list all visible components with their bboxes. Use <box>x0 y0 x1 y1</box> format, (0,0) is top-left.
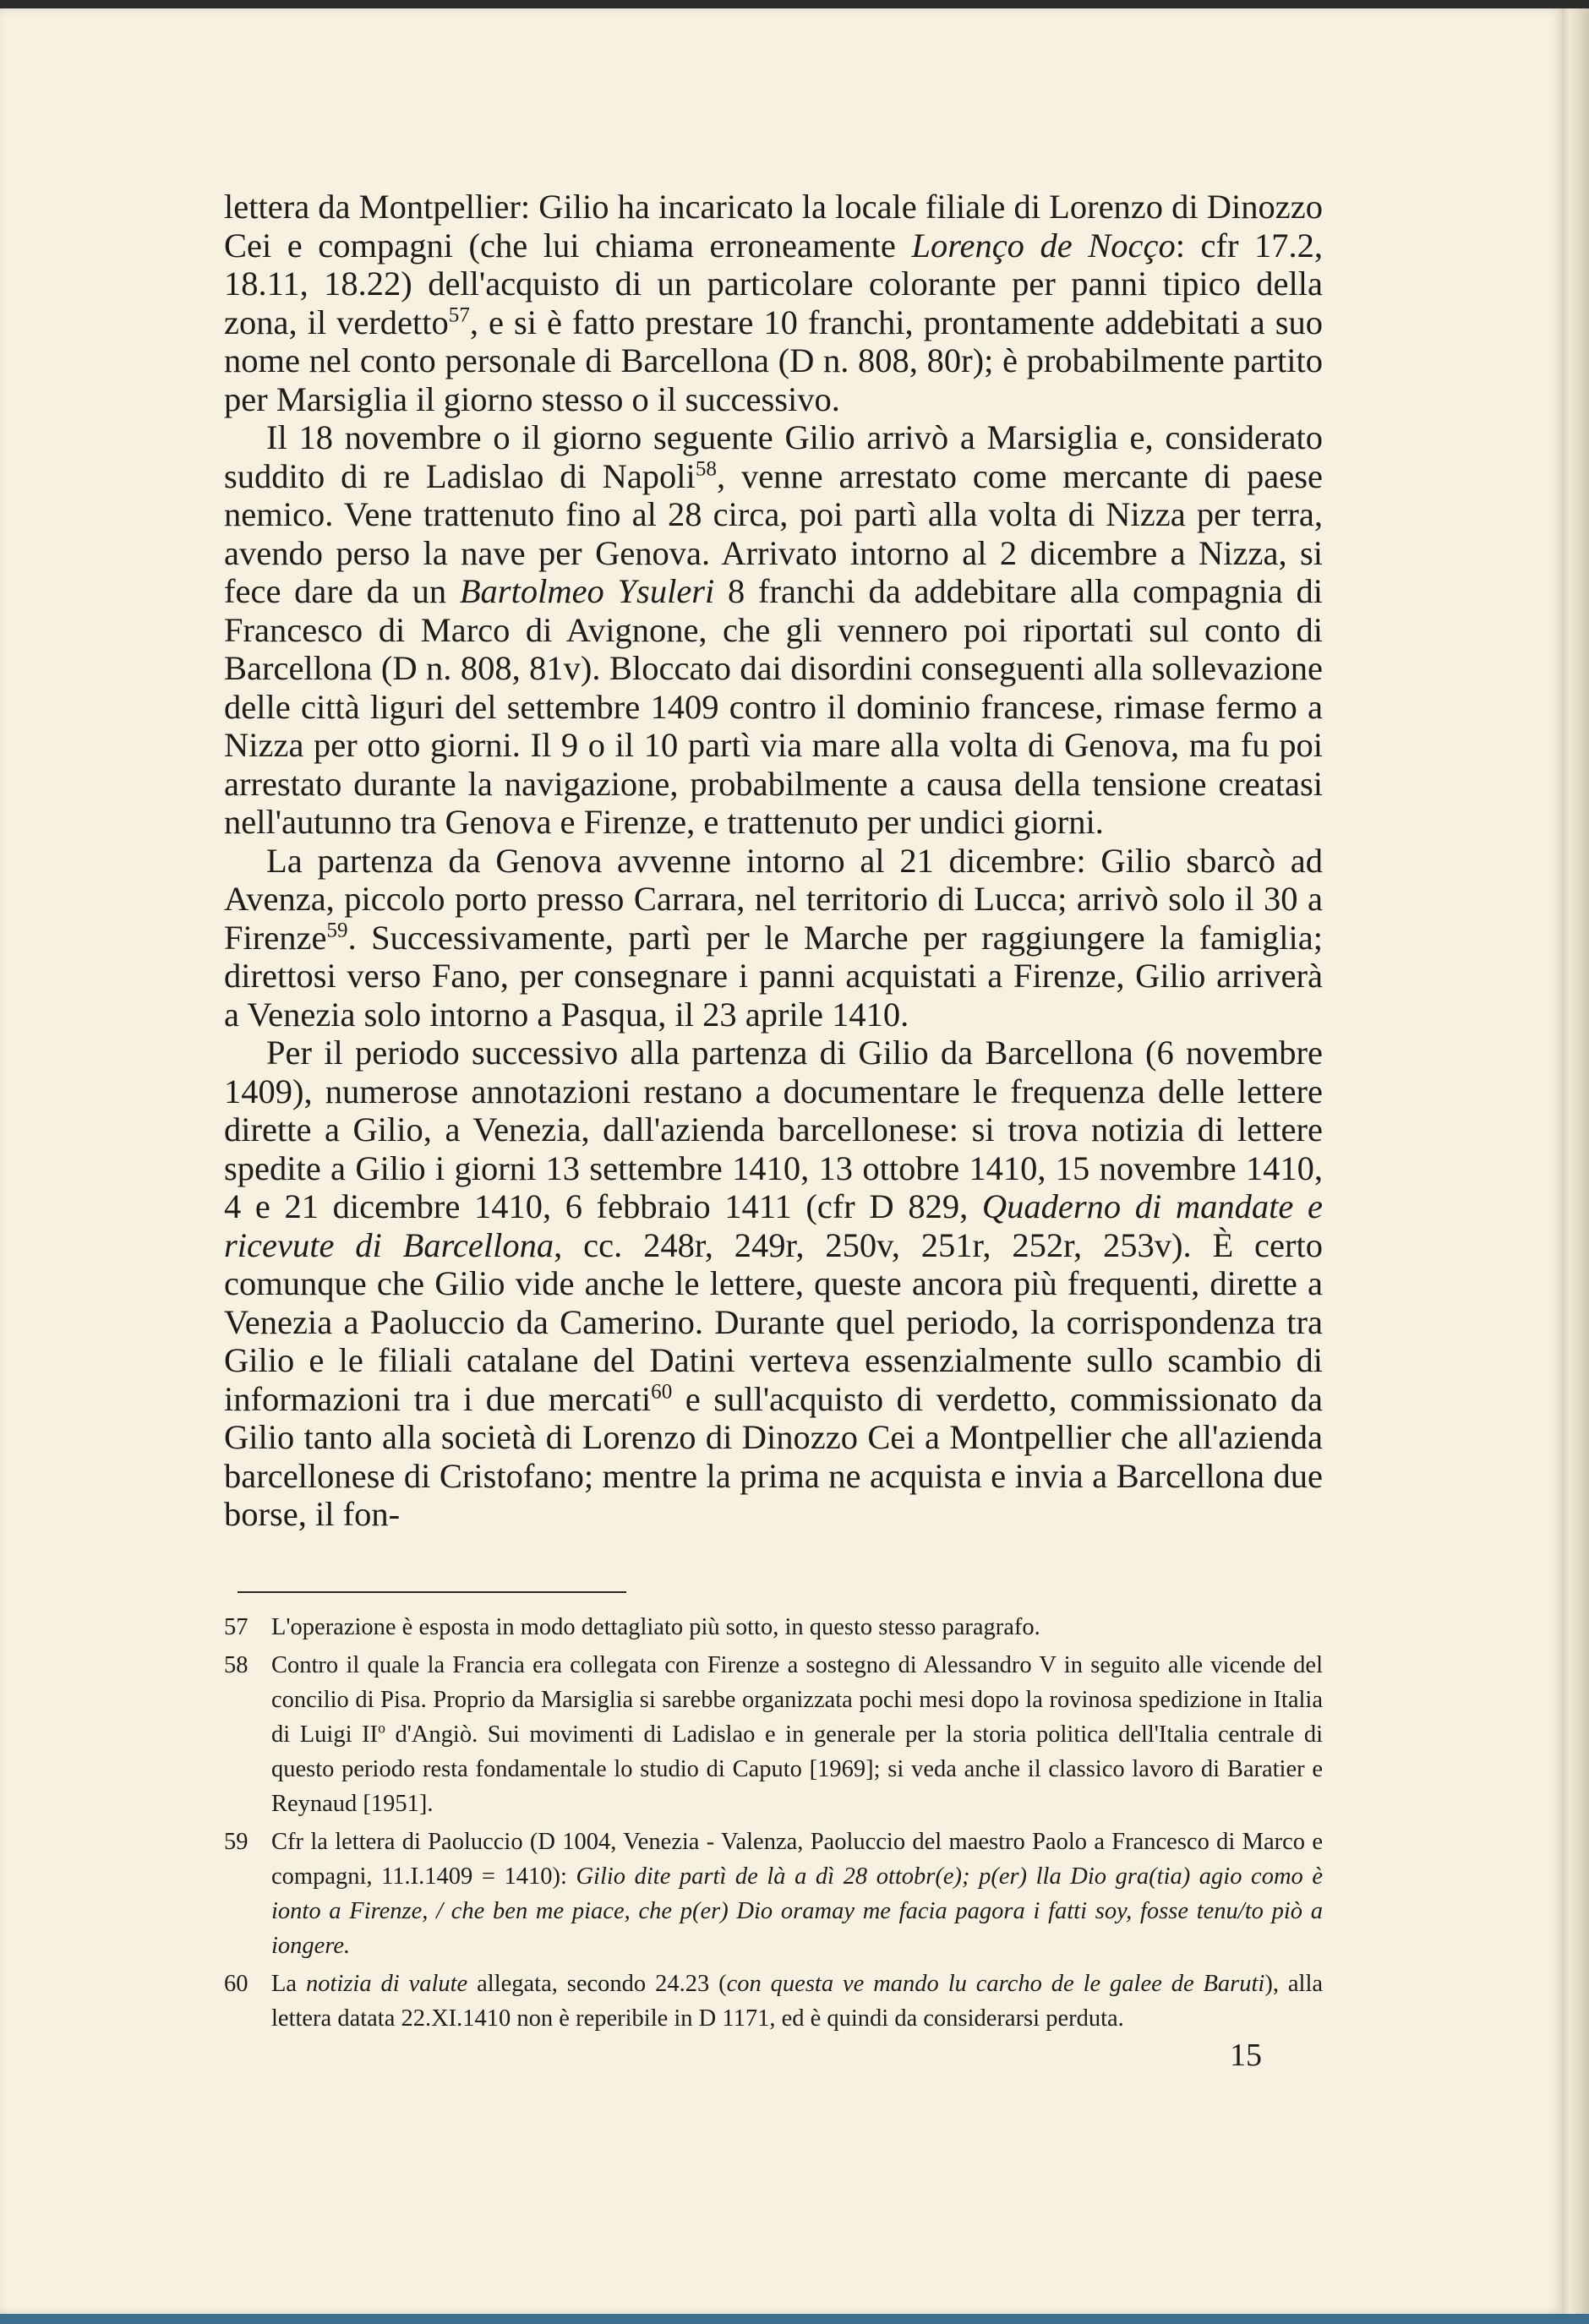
footnote-ref: 58 <box>695 457 717 480</box>
footnote-text <box>271 1967 1323 2036</box>
text-run: lettera da Montpellier: Gilio ha incaricato la locale filiale di Lorenzo di Dinozzo Cei e compagni (che lui chiama erroneamente <box>224 188 1323 265</box>
body-text <box>224 188 1323 1534</box>
text-run: e sull'acquisto di verdetto, commissionato da Gilio tanto alla società di Lorenzo di Dinozzo Cei a Montpellier che all'azienda barcellonese di Cristofano; mentre la prima ne acquista e invia a Barcellona due borse, il fon- <box>224 1379 1323 1533</box>
text-run: 8 franchi da addebitare alla compagnia di Francesco di Marco di Avignone, che gli vennero poi riportati sul conto di Barcellona (D n. 808, 81v). Bloccato dai disordini conseguenti alla sollevazione delle città liguri del settembre 1409 contro il dominio francese, rimase fermo a Nizza per otto giorni. Il 9 o il 10 partì via mare alla volta di Genova, ma fu poi arrestato durante la navigazione, probabilmente a causa della tensione creatasi nell'autunno tra Genova e Firenze, e trattenuto per undici giorni. <box>224 572 1323 841</box>
footnote-number: 59 <box>224 1828 248 1855</box>
italic-text: Quaderno di mandate e ricevute di Barcellona <box>224 1187 1323 1264</box>
page-number: 15 <box>1230 2038 1262 2073</box>
paragraph-1 <box>224 188 1323 418</box>
footnote-60 <box>224 1967 1323 2036</box>
footnote-ref: 59 <box>326 919 348 941</box>
footnote-ref: o <box>378 1719 385 1736</box>
footnote-divider <box>238 1591 626 1593</box>
text-run: , cc. 248r, 249r, 250v, 251r, 252r, 253v). È certo comunque che Gilio vide anche le lettere, queste ancora più frequenti, dirette a Venezia a Paoluccio da Camerino. Durante quel periodo, la corrispondenza tra Gilio e le filiali catalane del Datini verteva essenzialmente sullo scambio di informazioni tra i due mercati <box>224 1225 1324 1418</box>
italic-text: notizia di valute <box>305 1970 468 1997</box>
text-run: L'operazione è esposta in modo dettagliato più sotto, in questo stesso paragrafo. <box>271 1613 1040 1640</box>
footnote-ref: 60 <box>651 1380 673 1403</box>
text-run: allegata, secondo 24.23 ( <box>467 1970 727 1997</box>
footnote-number: 58 <box>224 1651 248 1678</box>
text-run: d'Angiò. Sui movimenti di Ladislao e in generale per la storia politica dell'Italia centrale di questo periodo resta fondamentale lo studio di Caputo [1969]; si veda anche il classico lavoro di Baratier e Reynaud [1951]. <box>271 1721 1323 1817</box>
footnote-text <box>271 1610 1323 1645</box>
footnote-57 <box>224 1610 1323 1645</box>
text-run: , venne arrestato come mercante di paese nemico. Vene trattenuto fino al 28 circa, poi partì alla volta di Nizza per terra, avendo perso la nave per Genova. Arrivato intorno al 2 dicembre a Nizza, si fece dare da un <box>224 456 1323 610</box>
footnote-number: 60 <box>224 1970 248 1997</box>
text-run: ), alla lettera datata 22.XI.1410 non è reperibile in D 1171, ed è quindi da considerarsi perduta. <box>271 1970 1324 2032</box>
italic-text: con questa ve mando lu carcho de le galee de Baruti <box>726 1970 1265 1997</box>
footnote-59 <box>224 1825 1323 1963</box>
page-edge <box>1562 8 1589 2314</box>
footnote-text <box>271 1648 1323 1821</box>
footnote-text <box>271 1825 1323 1963</box>
text-run: : cfr 17.2, 18.11, 18.22) dell'acquisto di un particolare colorante per panni tipico della zona, il verdetto <box>224 226 1324 341</box>
text-run: . Successivamente, partì per le Marche per raggiungere la famiglia; direttosi verso Fano, per consegnare i panni acquistati a Firenze, Gilio arriverà a Venezia solo intorno a Pasqua, il 23 aprile 1410. <box>224 918 1323 1034</box>
italic-text: Bartolmeo Ysuleri <box>459 572 715 610</box>
footnote-ref: 57 <box>448 303 470 326</box>
italic-text: Gilio dite partì de là a dì 28 ottobr(e); p(er) lla Dio gra(tia) agio como è ionto a Firenze, / che ben me piace, che p(er) Dio oramay me facia pagora i fatti soy, fosse tenu/to piò a iongere. <box>271 1863 1323 1959</box>
text-run: Contro il quale la Francia era collegata con Firenze a sostegno di Alessandro V in seguito alle vicende del concilio di Pisa. Proprio da Marsiglia si sarebbe organizzata pochi mesi dopo la rovinosa spedizione in Italia di Luigi II <box>271 1651 1323 1748</box>
text-run: Il 18 novembre o il giorno seguente Gilio arrivò a Marsiglia e, considerato suddito di re Ladislao di Napoli <box>224 418 1323 495</box>
footnote-58 <box>224 1648 1323 1821</box>
background-band <box>0 2314 1589 2324</box>
text-block <box>224 188 1323 2039</box>
italic-text: Lorenço de Nocço <box>911 226 1176 265</box>
paragraph-3 <box>224 842 1323 1034</box>
footnotes <box>224 1610 1323 2036</box>
text-run: Per il periodo successivo alla partenza di Gilio da Barcellona (6 novembre 1409), numerose annotazioni restano a documentare le frequenza delle lettere dirette a Gilio, a Venezia, dall'azienda barcellonese: si trova notizia di lettere spedite a Gilio i giorni 13 settembre 1410, 13 ottobre 1410, 15 novembre 1410, 4 e 21 dicembre 1410, 6 febbraio 1411 (cfr D 829, <box>224 1034 1323 1225</box>
paragraph-4 <box>224 1034 1323 1534</box>
paragraph-2 <box>224 418 1323 842</box>
text-run: La partenza da Genova avvenne intorno al 21 dicembre: Gilio sbarcò ad Avenza, piccolo porto presso Carrara, nel territorio di Lucca; arrivò solo il 30 a Firenze <box>224 841 1323 957</box>
text-run: Cfr la lettera di Paoluccio (D 1004, Venezia - Valenza, Paoluccio del maestro Paolo a Francesco di Marco e compagni, 11.I.1409 = 1410): <box>271 1828 1323 1890</box>
text-run: , e si è fatto prestare 10 franchi, prontamente addebitati a suo nome nel conto personale di Barcellona (D n. 808, 80r); è probabilmente partito per Marsiglia il giorno stesso o il successivo. <box>224 303 1323 418</box>
text-run: La <box>271 1970 306 1997</box>
footnote-number: 57 <box>224 1613 248 1640</box>
